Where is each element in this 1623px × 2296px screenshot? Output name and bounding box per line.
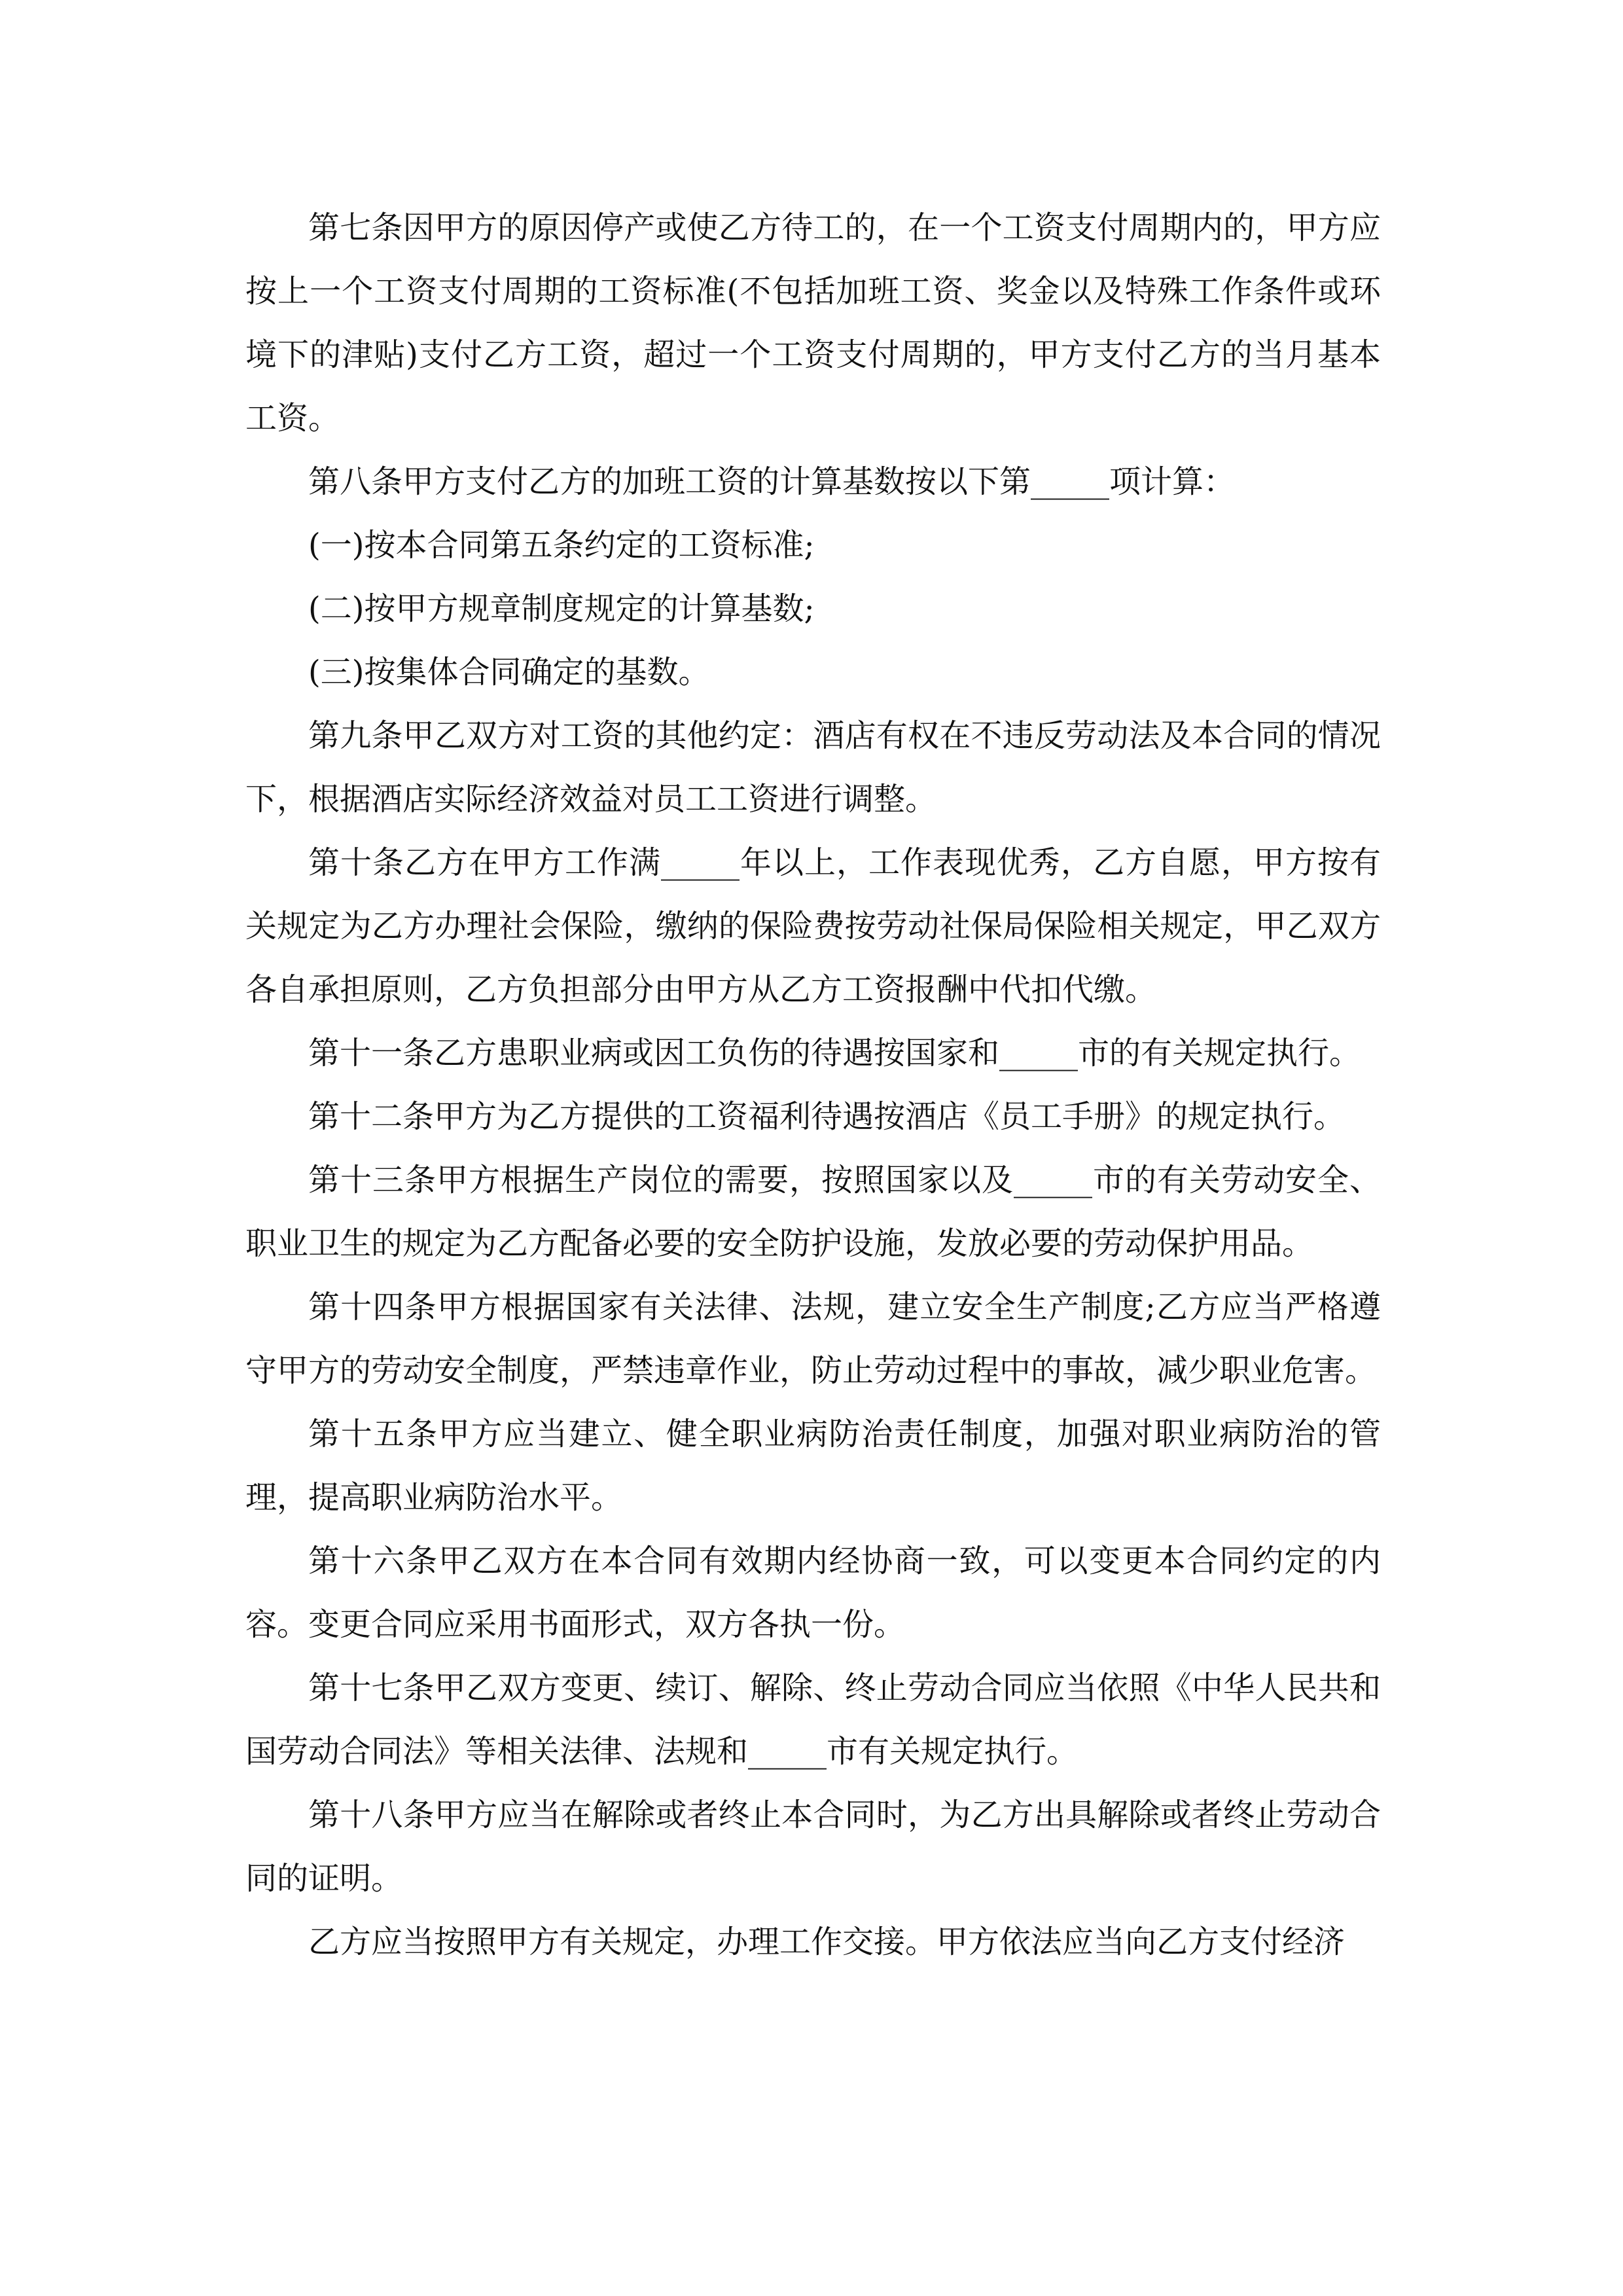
article-14: 第十四条甲方根据国家有关法律、法规，建立安全生产制度;乙方应当严格遵守甲方的劳动安全制度，严禁违章作业，防止劳动过程中的事故，减少职业危害。 [245, 1289, 1381, 1389]
article-15: 第十五条甲方应当建立、健全职业病防治责任制度，加强对职业病防治的管理，提高职业病防治水平。 [245, 1416, 1381, 1516]
article-16: 第十六条甲乙双方在本合同有效期内经协商一致，可以变更本合同约定的内容。变更合同应采用书面形式，双方各执一份。 [245, 1543, 1381, 1643]
article-13: 第十三条甲方根据生产岗位的需要，按照国家以及_____市的有关劳动安全、职业卫生的规定为乙方配备必要的安全防护设施，发放必要的劳动保护用品。 [245, 1162, 1381, 1262]
article-9: 第九条甲乙双方对工资的其他约定：酒店有权在不违反劳动法及本合同的情况下，根据酒店实际经济效益对员工工资进行调整。 [245, 717, 1381, 817]
article-11: 第十一条乙方患职业病或因工负伤的待遇按国家和_____市的有关规定执行。 [308, 1035, 1361, 1071]
article-10: 第十条乙方在甲方工作满_____年以上，工作表现优秀，乙方自愿，甲方按有关规定为乙方办理社会保险，缴纳的保险费按劳动社保局保险相关规定，甲乙双方各自承担原则，乙方负担部分由甲方从乙方工资报酬中代扣代缴。 [245, 844, 1381, 1008]
article-8: 第八条甲方支付乙方的加班工资的计算基数按以下第_____项计算： [308, 463, 1236, 500]
article-12: 第十二条甲方为乙方提供的工资福利待遇按酒店《员工手册》的规定执行。 [308, 1098, 1346, 1135]
article-18: 第十八条甲方应当在解除或者终止本合同时，为乙方出具解除或者终止劳动合同的证明。 [245, 1797, 1381, 1897]
article-7: 第七条因甲方的原因停产或使乙方待工的，在一个工资支付周期内的，甲方应按上一个工资支付周期的工资标准(不包括加班工资、奖金以及特殊工作条件或环境下的津贴)支付乙方工资，超过一个工资支付周期的，甲方支付乙方的当月基本工资。 [245, 209, 1381, 437]
article-8-option-2: (二)按甲方规章制度规定的计算基数; [308, 590, 815, 627]
article-8-option-3: (三)按集体合同确定的基数。 [308, 654, 710, 691]
document-body [245, 196, 1381, 1974]
article-17: 第十七条甲乙双方变更、续订、解除、终止劳动合同应当依照《中华人民共和国劳动合同法》等相关法律、法规和_____市有关规定执行。 [245, 1670, 1381, 1770]
article-8-option-1: (一)按本合同第五条约定的工资标准; [308, 527, 815, 564]
article-18-continuation: 乙方应当按照甲方有关规定，办理工作交接。甲方依法应当向乙方支付经济 [308, 1924, 1346, 1960]
